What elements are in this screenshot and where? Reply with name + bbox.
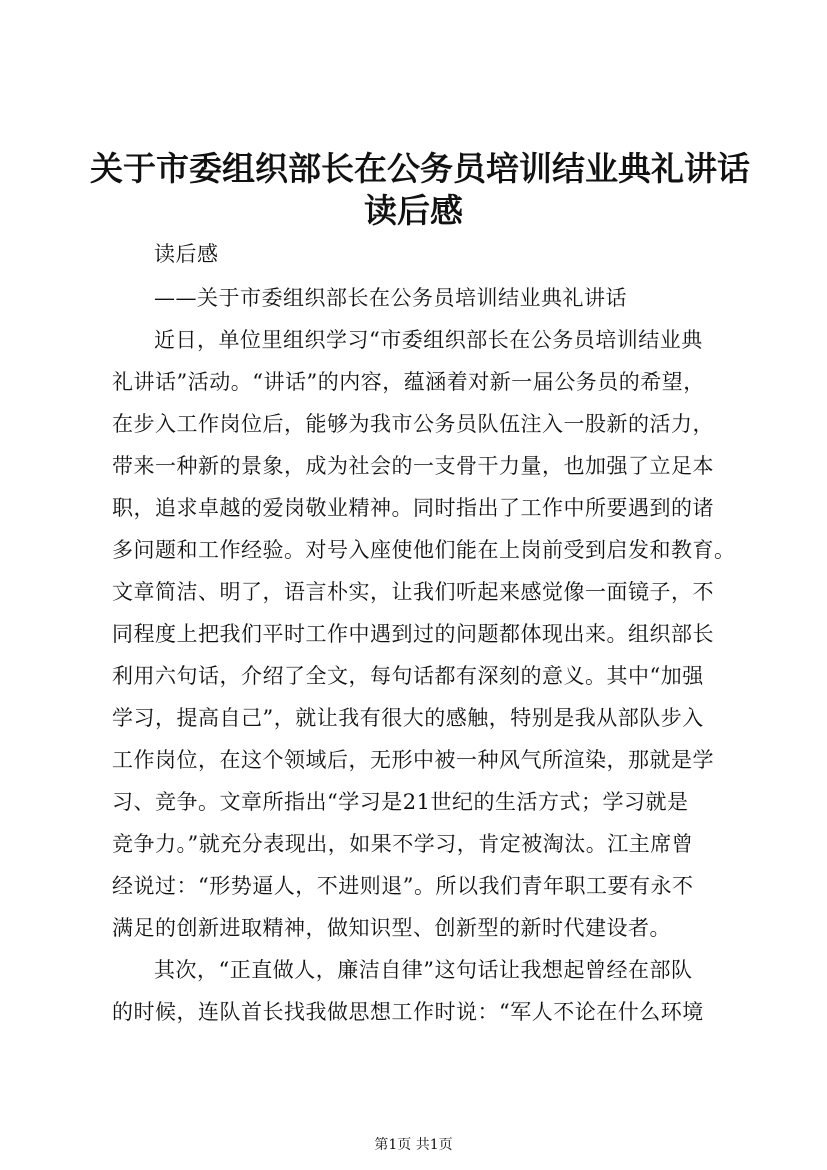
paragraph-line: 学习，提高自己”，就让我有很大的感触，特别是我从部队步入 — [112, 706, 704, 730]
paragraph-line: 工作岗位，在这个领域后，无形中被一种风气所渲染，那就是学 — [112, 748, 714, 772]
paragraph-line: 近日，单位里组织学习“市委组织部长在公务员培训结业典 — [154, 328, 703, 352]
paragraph-line: 满足的创新进取精神，做知识型、创新型的新时代建设者。 — [112, 916, 671, 940]
paragraph-line: 同程度上把我们平时工作中遇到过的问题都体现出来。组织部长 — [112, 622, 714, 646]
paragraph-line: 的时候，连队首长找我做思想工作时说：“军人不论在什么环境 — [112, 1000, 704, 1024]
paragraph-line: 多问题和工作经验。对号入座使他们能在上岗前受到启发和教育。 — [112, 538, 736, 562]
subtitle-text: ——关于市委组织部长在公务员培训结业典礼讲话 — [154, 286, 627, 310]
paragraph-line: 带来一种新的景象，成为社会的一支骨干力量，也加强了立足本 — [112, 454, 714, 478]
subtitle-label: 读后感 — [154, 242, 219, 266]
paragraph-line: 礼讲话”活动。“讲话”的内容，蕴涵着对新一届公务员的希望， — [112, 370, 705, 394]
paragraph-line: 文章简洁、明了，语言朴实，让我们听起来感觉像一面镜子，不 — [112, 580, 714, 604]
paragraph-line: 习、竞争。文章所指出“学习是21世纪的生活方式；学习就是 — [112, 790, 689, 814]
paragraph-line: 经说过：“形势逼人，不进则退”。所以我们青年职工要有永不 — [112, 874, 694, 898]
document-title-line-1: 关于市委组织部长在公务员培训结业典礼讲话 — [90, 149, 750, 188]
paragraph-line: 在步入工作岗位后，能够为我市公务员队伍注入一股新的活力， — [112, 412, 714, 436]
paragraph-line: 职，追求卓越的爱岗敬业精神。同时指出了工作中所要遇到的诸 — [112, 496, 714, 520]
document-title-line-2: 读后感 — [364, 191, 463, 230]
paragraph-line: 竞争力。”就充分表现出，如果不学习，肯定被淘汰。江主席曾 — [112, 832, 694, 856]
paragraph-line: 利用六句话，介绍了全文，每句话都有深刻的意义。其中“加强 — [112, 664, 704, 688]
page-number-footer: 第1页 共1页 — [374, 1137, 453, 1153]
paragraph-line: 其次，“正直做人，廉洁自律”这句话让我想起曾经在部队 — [154, 958, 693, 982]
